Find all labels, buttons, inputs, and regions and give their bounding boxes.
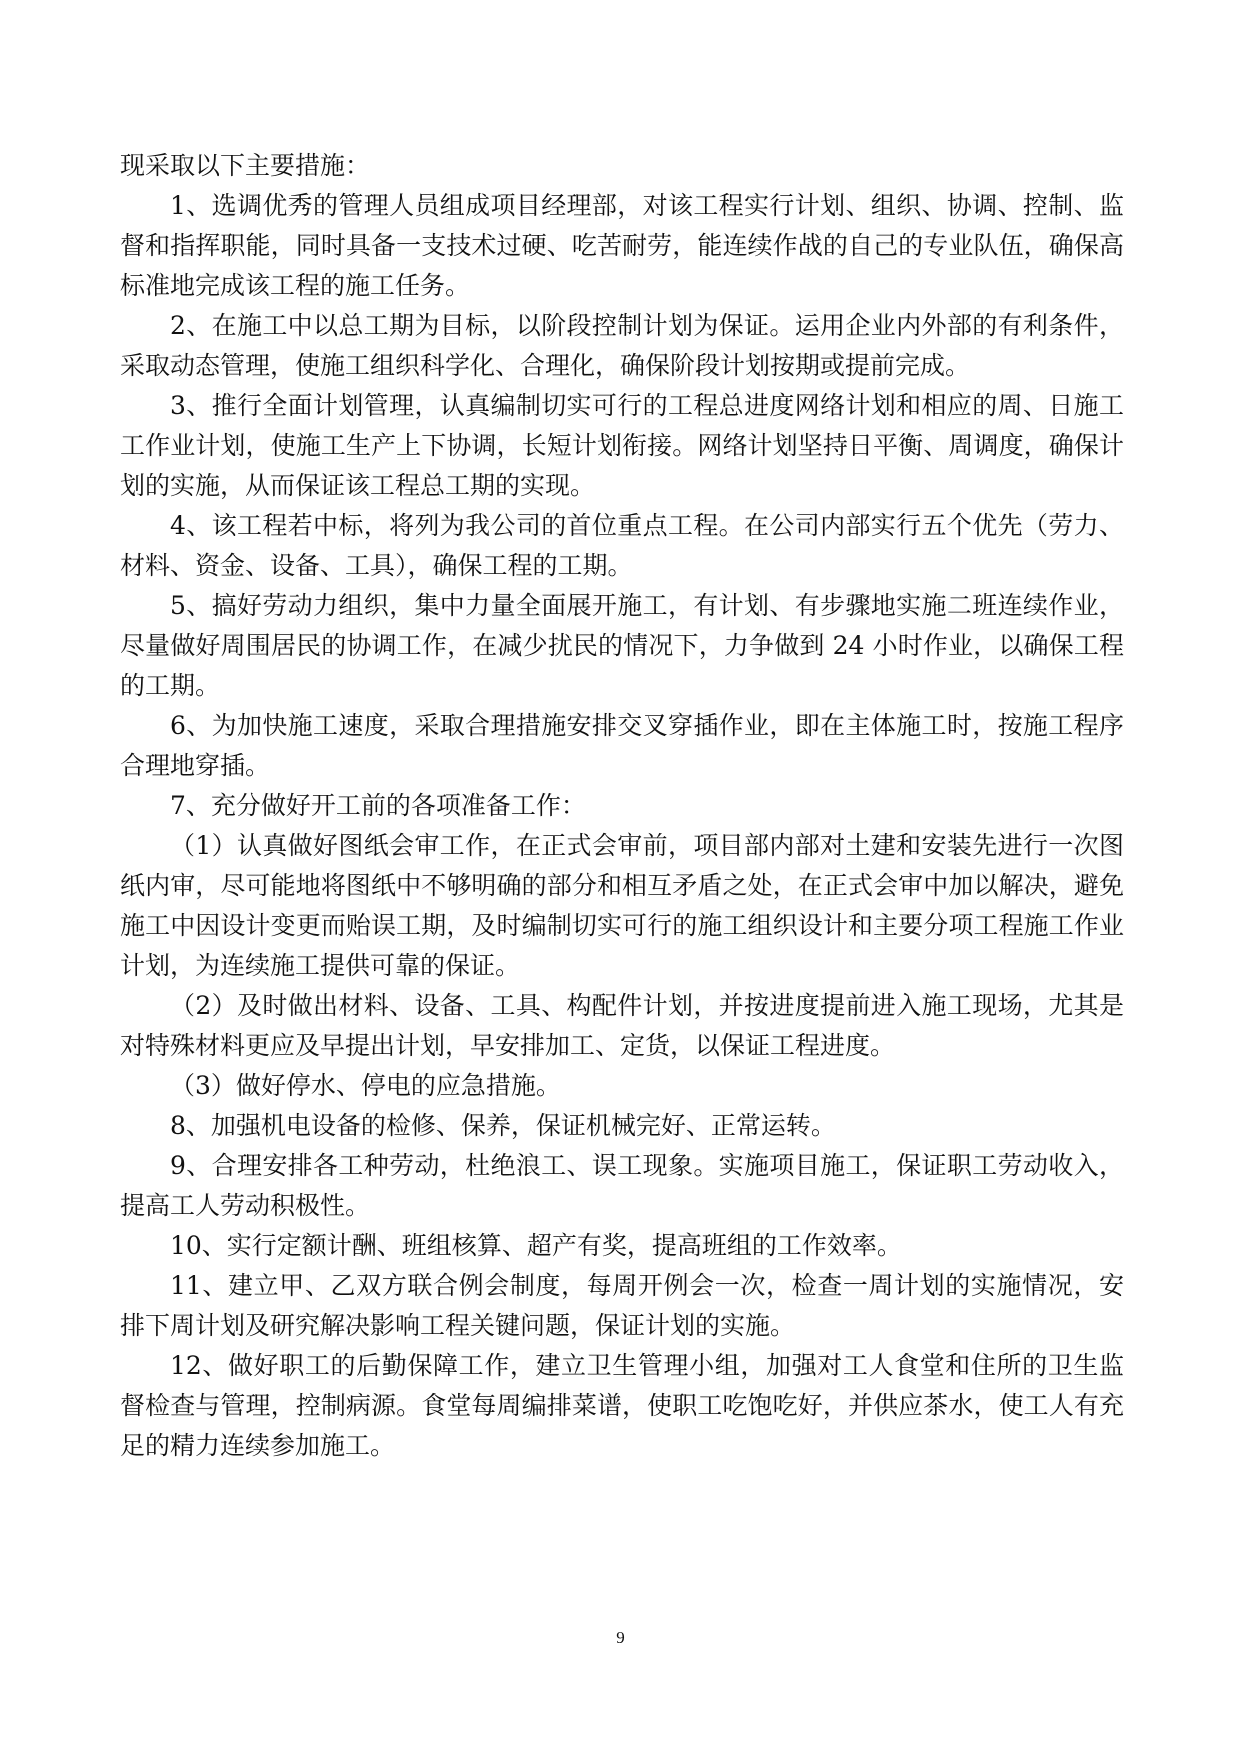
intro-paragraph: 现采取以下主要措施： bbox=[120, 151, 371, 180]
document-body bbox=[120, 146, 1124, 1466]
measure-1-paragraph: 1、选调优秀的管理人员组成项目经理部，对该工程实行计划、组织、协调、控制、监督和指挥职能，同时具备一支技术过硬、吃苦耐劳，能连续作战的自己的专业队伍，确保高标准地完成该工程的施工任务。 bbox=[120, 191, 1124, 300]
measure-7-sub-1-paragraph: （1）认真做好图纸会审工作，在正式会审前，项目部内部对土建和安装先进行一次图纸内审，尽可能地将图纸中不够明确的部分和相互矛盾之处，在正式会审中加以解决，避免施工中因设计变更而贻误工期，及时编制切实可行的施工组织设计和主要分项工程施工作业计划，为连续施工提供可靠的保证。 bbox=[120, 831, 1124, 980]
measure-2-paragraph: 2、在施工中以总工期为目标，以阶段控制计划为保证。运用企业内外部的有利条件，采取动态管理，使施工组织科学化、合理化，确保阶段计划按期或提前完成。 bbox=[120, 311, 1124, 380]
measure-6-paragraph: 6、为加快施工速度，采取合理措施安排交叉穿插作业，即在主体施工时，按施工程序合理地穿插。 bbox=[120, 711, 1124, 780]
measure-3-paragraph: 3、推行全面计划管理，认真编制切实可行的工程总进度网络计划和相应的周、日施工工作业计划，使施工生产上下协调，长短计划衔接。网络计划坚持日平衡、周调度，确保计划的实施，从而保证该工程总工期的实现。 bbox=[120, 391, 1124, 500]
measure-5-paragraph: 5、搞好劳动力组织，集中力量全面展开施工，有计划、有步骤地实施二班连续作业，尽量做好周围居民的协调工作，在减少扰民的情况下，力争做到 24 小时作业，以确保工程的工期。 bbox=[120, 591, 1124, 700]
measure-10-paragraph: 10、实行定额计酬、班组核算、超产有奖，提高班组的工作效率。 bbox=[170, 1231, 902, 1260]
measure-12-paragraph: 12、做好职工的后勤保障工作，建立卫生管理小组，加强对工人食堂和住所的卫生监督检查与管理，控制病源。食堂每周编排菜谱，使职工吃饱吃好，并供应茶水，使工人有充足的精力连续参加施工。 bbox=[120, 1351, 1124, 1460]
measure-9-paragraph: 9、合理安排各工种劳动，杜绝浪工、误工现象。实施项目施工，保证职工劳动收入，提高工人劳动积极性。 bbox=[120, 1151, 1124, 1220]
measure-7-sub-3-paragraph: （3）做好停水、停电的应急措施。 bbox=[170, 1071, 561, 1100]
measure-4-paragraph: 4、该工程若中标，将列为我公司的首位重点工程。在公司内部实行五个优先（劳力、材料、资金、设备、工具），确保工程的工期。 bbox=[120, 511, 1124, 580]
page-number: 9 bbox=[616, 1628, 625, 1647]
measure-7-sub-2-paragraph: （2）及时做出材料、设备、工具、构配件计划，并按进度提前进入施工现场，尤其是对特殊材料更应及早提出计划，早安排加工、定货，以保证工程进度。 bbox=[120, 991, 1124, 1060]
measure-8-paragraph: 8、加强机电设备的检修、保养，保证机械完好、正常运转。 bbox=[170, 1111, 836, 1140]
measure-7-paragraph: 7、充分做好开工前的各项准备工作： bbox=[170, 791, 586, 820]
measure-11-paragraph: 11、建立甲、乙双方联合例会制度，每周开例会一次，检查一周计划的实施情况，安排下周计划及研究解决影响工程关键问题，保证计划的实施。 bbox=[120, 1271, 1124, 1340]
